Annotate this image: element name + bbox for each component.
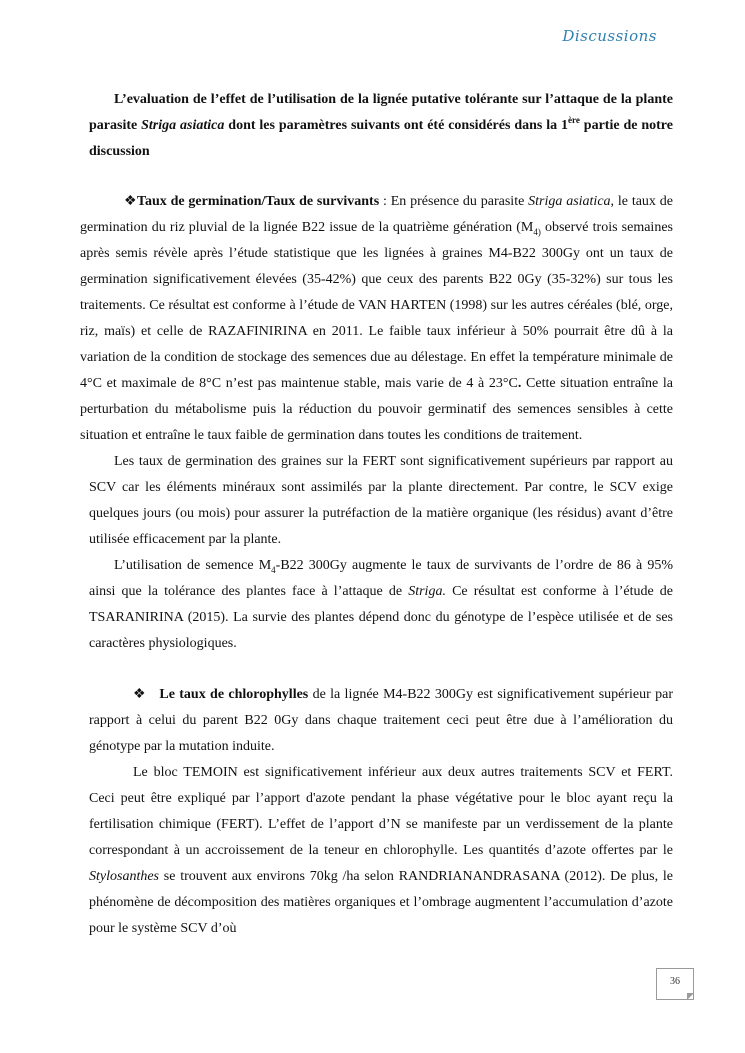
page-number-box	[656, 968, 694, 1000]
page-number: 36	[670, 976, 680, 987]
bullet-icon: ❖	[133, 687, 147, 702]
page-body	[80, 80, 673, 942]
section-header: Discussions	[562, 27, 657, 45]
fert-paragraph: Les taux de germination des graines sur la FERT sont significativement supérieurs par rapport au SCV car les éléments minéraux sont assimilés par la plante directement. Par contre, le SCV exige quelques jours (ou mois) pour assurer la putréfaction de la matière organique (les résidus) avant d’être utilisée efficacement par la plante.	[89, 454, 673, 547]
chlorophyll-heading: Le taux de chlorophylles	[159, 687, 309, 702]
germination-heading: Taux de germination/Taux de survivants	[136, 194, 380, 209]
chlorophyll-paragraph: ❖ Le taux de chlorophylles de la lignée M4-B22 300Gy est significativement supérieur par rapport à celui du parent B22 0Gy dans chaque traitement ceci peut être due à l’amélioration du génotype par la mutation induite.	[89, 687, 674, 754]
seed-paragraph: L’utilisation de semence $M_4-B22$ 300Gy augmente le taux de survivants de l’ordre de 86 à 95% ainsi que la tolérance des plantes face à l’attaque de Striga. Ce résultat est conforme à l’étude de TSARANIRINA (2015). La survie des plantes dépend donc du génotype de l’espèce utilisée et de ses caractères physiologiques.	[89, 558, 673, 651]
temoin-paragraph: Le bloc TEMOIN est significativement inférieur aux deux autres traitements SCV et FERT. Ceci peut être expliqué par l’apport d'azote pendant la phase végétative pour le bloc ayant reçu la fertilisation chimique (FERT). L’effet de l’apport d’N se manifeste par un verdissement de la plante correspondant à un accroissement de la teneur en chlorophylle. Les quantités d’azote offertes par le Stylosanthes se trouvent aux environs 70kg /ha selon RANDRIANANDRASANA (2012). De plus, le phénomène de décomposition des matières organiques et l’ombrage augmentent l’accumulation d’azote pour le système SCV d’où	[89, 765, 673, 936]
bullet-icon: ❖	[124, 194, 137, 209]
germination-paragraph: ❖Taux de germination/Taux de survivants : En présence du parasite Striga asiatica, le taux de germination du riz pluvial de la lignée B22 issue de la quatrième génération ($M_{4)}$ observé trois semaines après semis révèle après l’étude statistique que les lignées à graines M4-B22 300Gy ont un taux de germination significativement élevées (35-42%) que ceux des parents B22 0Gy (35-32%) sur tous les traitements. Ce résultat est conforme à l’étude de VAN HARTEN (1998) sur les autres céréales (blé, orge, riz, maïs) et celle de RAZAFINIRINA en 2011. Le faible taux inférieur à 50% pourrait être dû à la variation de la condition de stockage des semences due au délestage. En effet la température minimale de 4°C et maximale de 8°C n’est pas maintenue stable, mais varie de 4 à 23°C. Cette situation entraîne la perturbation du métabolisme puis la réduction du pouvoir germinatif des semences sensibles à cette situation et entraîne le taux faible de germination dans toutes les conditions de traitement.	[80, 194, 673, 443]
section-title: L’evaluation de l’effet de l’utilisation de la lignée putative tolérante sur l’attaque de la plante parasite Striga asiatica dont les paramètres suivants ont été considérés dans la 1ère partie de notre discussion	[89, 92, 673, 159]
